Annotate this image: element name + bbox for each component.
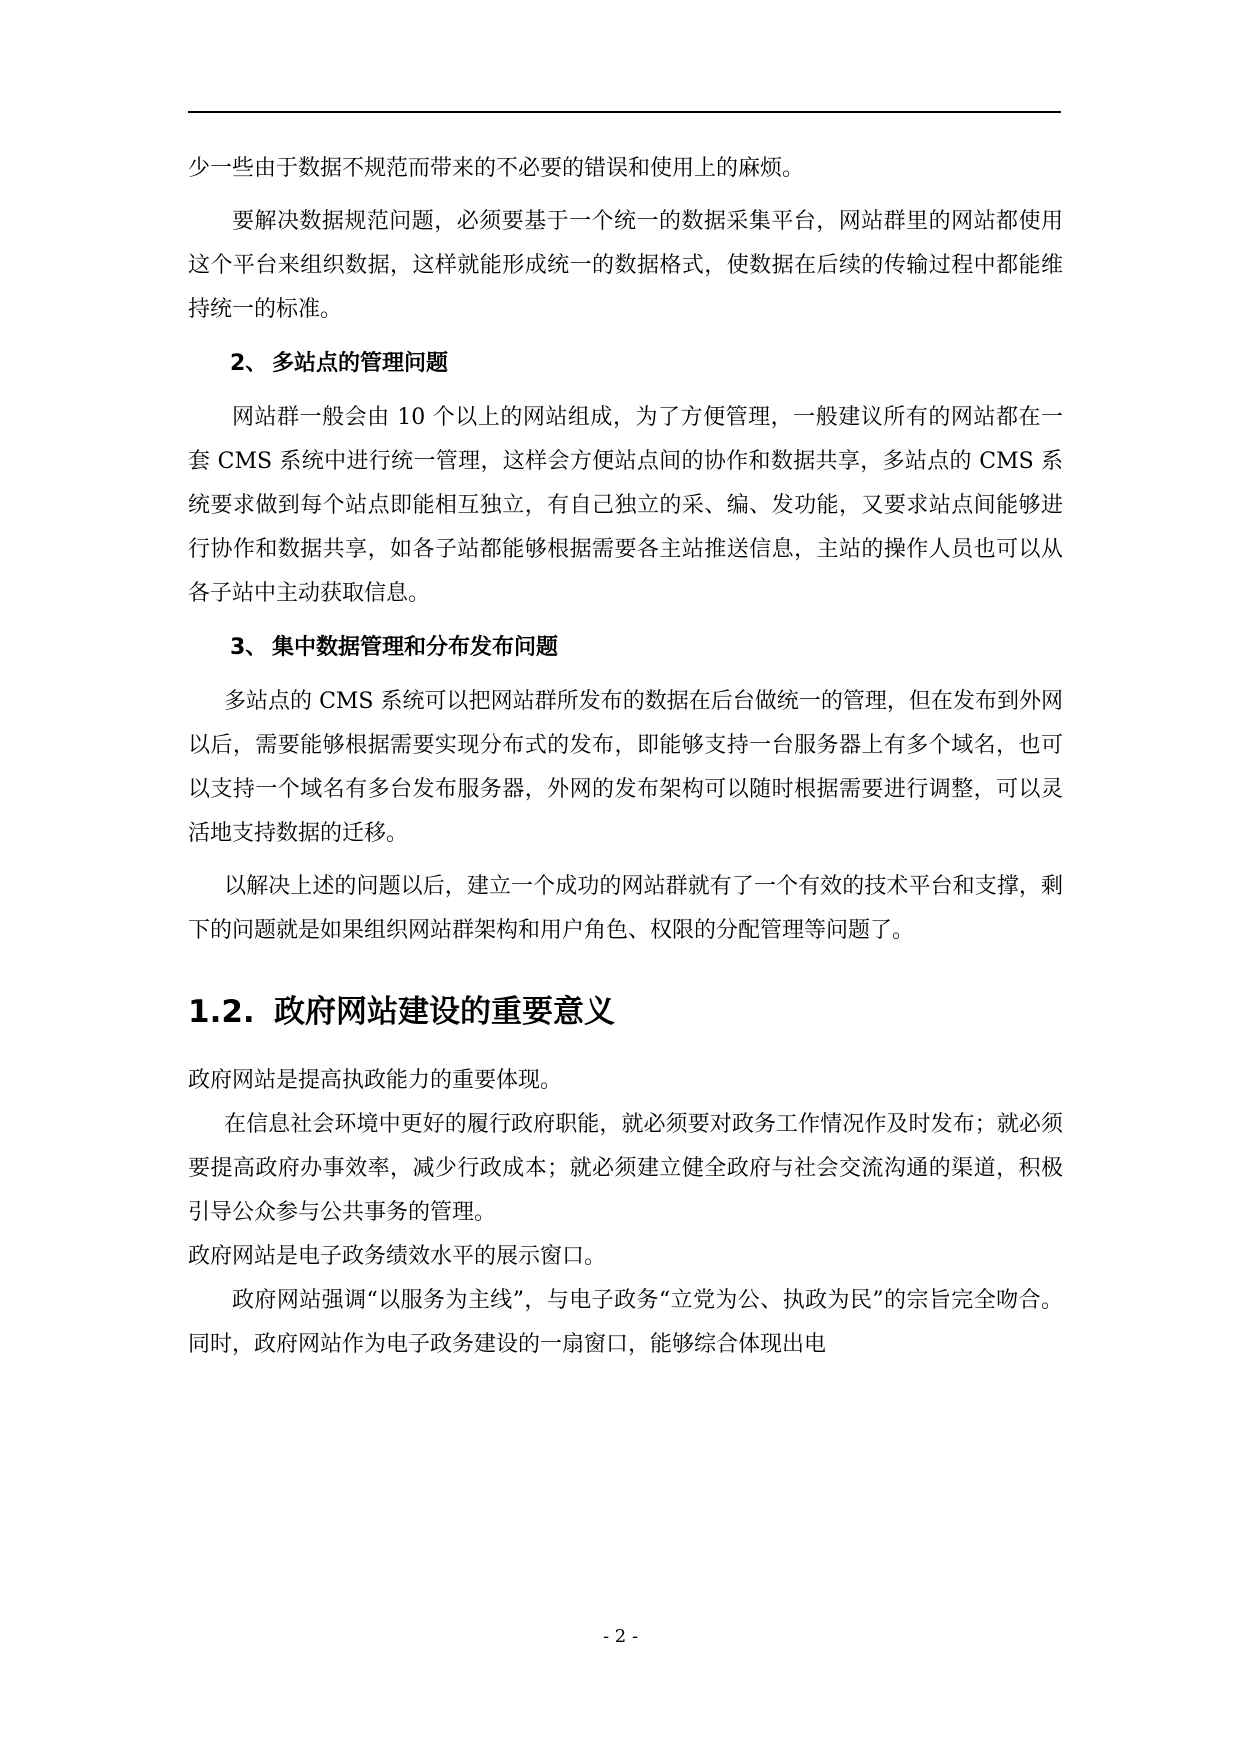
subheading-text: 集中数据管理和分布发布问题 bbox=[272, 635, 559, 660]
subheading bbox=[230, 626, 1063, 670]
paragraph: 要解决数据规范问题，必须要基于一个统一的数据采集平台，网站群里的网站都使用这个平台来组织数据，这样就能形成统一的数据格式，使数据在后续的传输过程中都能维持统一的标准。 bbox=[188, 209, 1063, 322]
page-number: - 2 - bbox=[602, 1626, 639, 1647]
paragraph: 网站群一般会由 10 个以上的网站组成，为了方便管理，一般建议所有的网站都在一套 CMS 系统中进行统一管理，这样会方便站点间的协作和数据共享，多站点的 CMS 系统要求做到每个站点即能相互独立，有自己独立的采、编、发功能，又要求站点间能够进行协作和数据共享，如各子站都能够根据需要各主站推送信息，主站的操作人员也可以从各子站中主动获取信息。 bbox=[188, 405, 1063, 606]
paragraph: 以解决上述的问题以后，建立一个成功的网站群就有了一个有效的技术平台和支撑，剩下的问题就是如果组织网站群架构和用户角色、权限的分配管理等问题了。 bbox=[188, 874, 1063, 943]
section-title: 政府网站建设的重要意义 bbox=[274, 994, 615, 1030]
section-heading bbox=[188, 987, 1063, 1037]
subheading bbox=[230, 342, 1063, 386]
subheading-text: 多站点的管理问题 bbox=[272, 351, 449, 376]
document-body bbox=[188, 147, 1063, 1367]
paragraph: 在信息社会环境中更好的履行政府职能，就必须要对政务工作情况作及时发布；就必须要提高政府办事效率，减少行政成本；就必须建立健全政府与社会交流沟通的渠道，积极引导公众参与公共事务的管理。 bbox=[188, 1112, 1063, 1225]
header-rule bbox=[188, 111, 1061, 113]
paragraph: 少一些由于数据不规范而带来的不必要的错误和使用上的麻烦。 bbox=[188, 156, 805, 181]
subheading-number: 2、 bbox=[230, 351, 268, 376]
section-number: 1.2. bbox=[188, 994, 255, 1030]
paragraph: 政府网站是提高执政能力的重要体现。 bbox=[188, 1068, 563, 1093]
paragraph: 政府网站是电子政务绩效水平的展示窗口。 bbox=[188, 1244, 607, 1269]
subheading-number: 3、 bbox=[230, 635, 268, 660]
paragraph: 多站点的 CMS 系统可以把网站群所发布的数据在后台做统一的管理，但在发布到外网以后，需要能够根据需要实现分布式的发布，即能够支持一台服务器上有多个域名，也可以支持一个域名有多台发布服务器，外网的发布架构可以随时根据需要进行调整，可以灵活地支持数据的迁移。 bbox=[188, 689, 1063, 846]
paragraph: 政府网站强调“以服务为主线”，与电子政务“立党为公、执政为民”的宗旨完全吻合。同时，政府网站作为电子政务建设的一扇窗口，能够综合体现出电 bbox=[188, 1288, 1063, 1357]
